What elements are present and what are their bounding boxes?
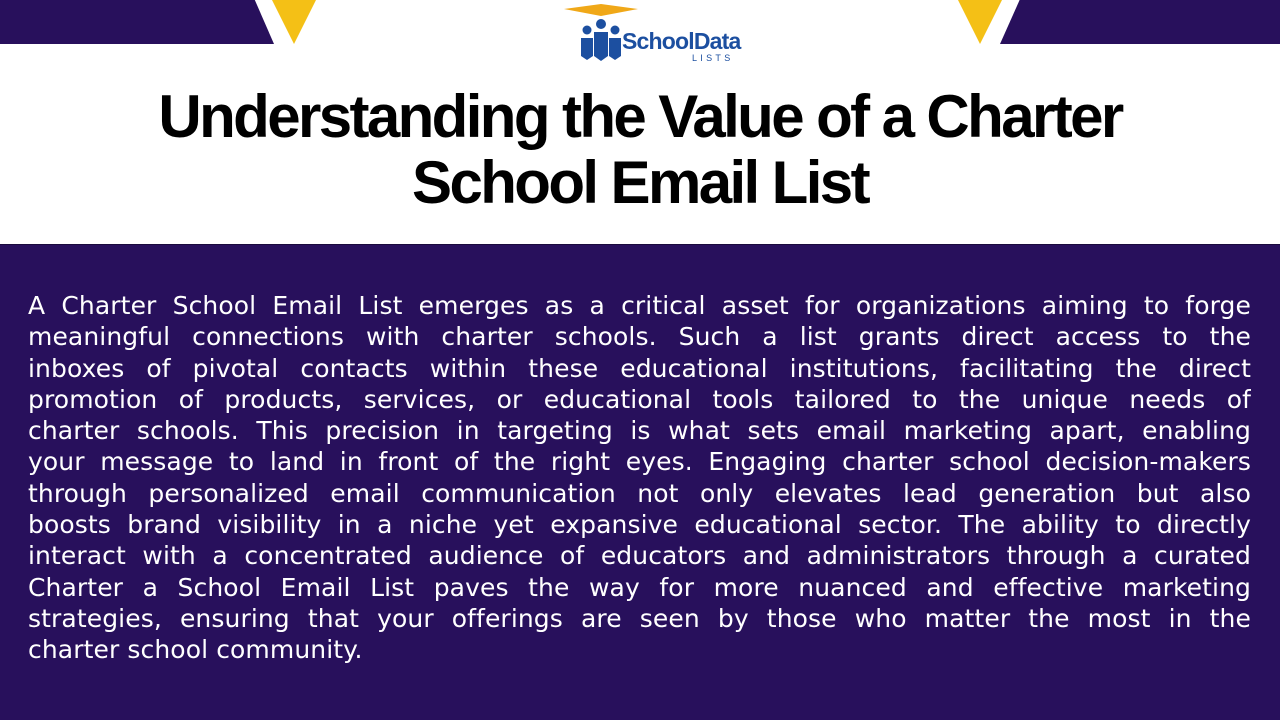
body-line: interact with a concentrated audience of educators and administrators through a curated [28, 541, 1251, 571]
title-line-2: School Email List [412, 149, 868, 216]
logo-subtitle: LISTS [692, 53, 734, 63]
body-line: boosts brand visibility in a niche yet expansive educational sector. The ability to directly [28, 510, 1251, 540]
gold-triangle-left [272, 0, 316, 44]
gold-triangle-right [958, 0, 1002, 44]
body-line: inboxes of pivotal contacts within these educational institutions, facilitating the direct [28, 353, 1251, 383]
body-line: your message to land in front of the right eyes. Engaging charter school decision-makers [28, 447, 1251, 477]
top-right-banner [1000, 0, 1280, 44]
body-line: charter school community. [28, 635, 363, 665]
body-line: Charter a School Email List paves the way for more nuanced and effective marketing [28, 572, 1251, 602]
body-paragraph [28, 290, 1251, 666]
page-title [0, 84, 1280, 216]
logo-wordmark: SchoolData [622, 28, 741, 54]
body-line: meaningful connections with charter schools. Such a list grants direct access to the [28, 322, 1251, 352]
body-line: strategies, ensuring that your offerings are seen by those who matter the most in the [28, 603, 1251, 633]
body-line: A Charter School Email List emerges as a critical asset for organizations aiming to forge [28, 291, 1251, 320]
body-line: through personalized email communication not only elevates lead generation but also [28, 478, 1251, 508]
people-icon [578, 18, 624, 64]
top-left-banner [0, 0, 274, 44]
title-line-1: Understanding the Value of a Charter [158, 83, 1122, 150]
graduation-cap-icon [564, 4, 638, 16]
schooldata-logo [564, 2, 754, 68]
body-line: charter schools. This precision in targeting is what sets email marketing apart, enabling [28, 416, 1251, 446]
body-line: promotion of products, services, or educational tools tailored to the unique needs of [28, 384, 1251, 414]
